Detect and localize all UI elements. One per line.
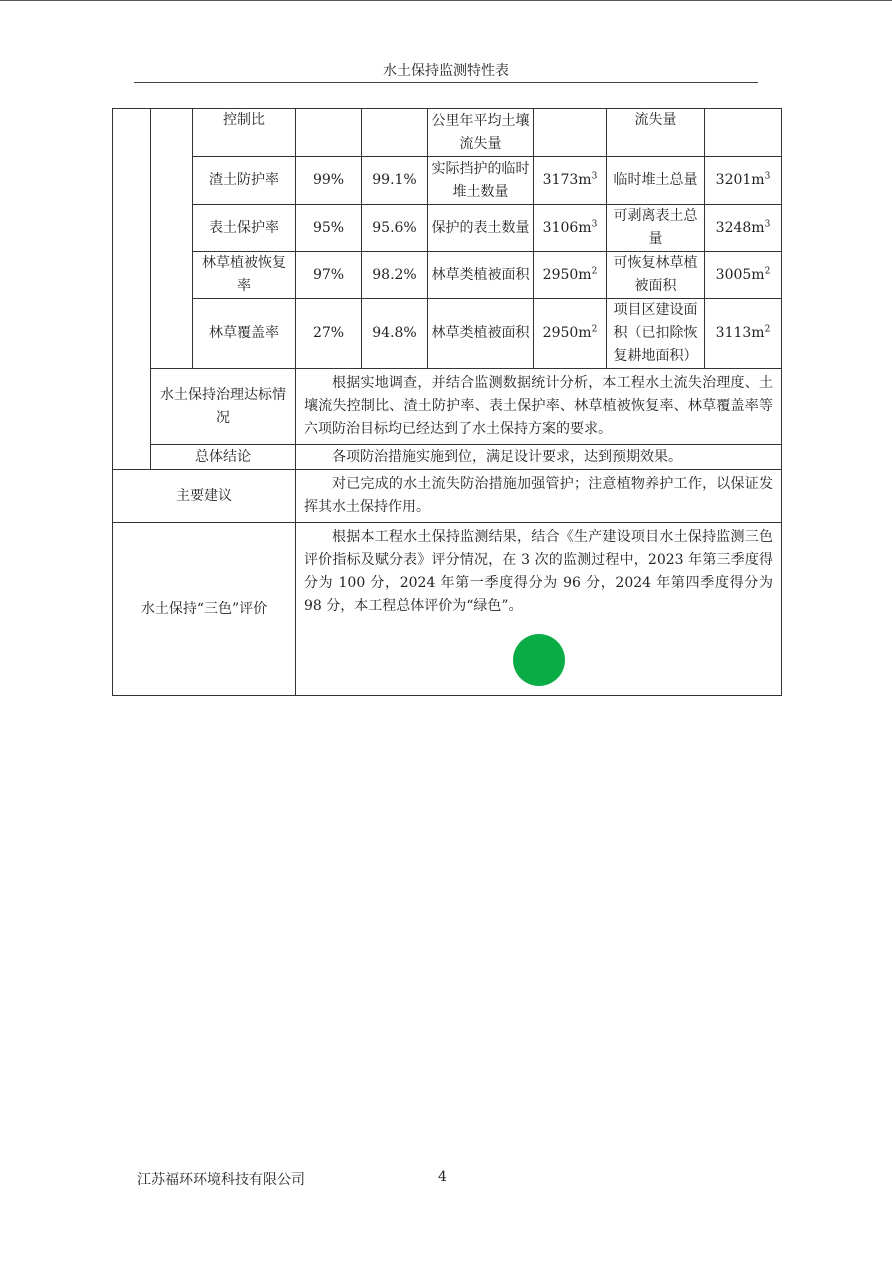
actual-cell (362, 109, 428, 157)
evaluation-text-cell (296, 523, 782, 696)
table-row (113, 205, 782, 252)
table-row (113, 470, 782, 523)
indicator-cell: 表土保护率 (193, 205, 296, 252)
unit-exponent: 3 (591, 171, 598, 182)
suggestion-label-cell: 主要建议 (113, 470, 296, 523)
ref-label-cell: 项目区建设面积（已扣除恢复耕地面积） (607, 299, 705, 369)
basis-value-cell (534, 109, 607, 157)
table-row (113, 523, 782, 696)
outer-group-cell (113, 109, 151, 470)
unit-exponent: 2 (764, 265, 771, 276)
basis-value: 3106m (542, 219, 592, 236)
basis-label-cell: 保护的表土数量 (428, 205, 534, 252)
unit-exponent: 2 (591, 265, 598, 276)
basis-label-cell: 实际挡护的临时堆土数量 (428, 157, 534, 205)
ref-label-cell: 可剥离表土总量 (607, 205, 705, 252)
unit-exponent: 2 (591, 324, 598, 335)
table-row (113, 369, 782, 445)
basis-label-cell: 林草类植被面积 (428, 299, 534, 369)
page-top-border (0, 0, 892, 1)
basis-label-cell: 公里年平均土壤流失量 (428, 109, 534, 157)
conclusion-text-cell: 各项防治措施实施到位，满足设计要求，达到预期效果。 (296, 445, 782, 470)
conclusion-label-cell: 总体结论 (151, 445, 296, 470)
ref-label-cell: 流失量 (607, 109, 705, 157)
actual-cell: 99.1% (362, 157, 428, 205)
ref-label-cell: 临时堆土总量 (607, 157, 705, 205)
inner-group-cell (151, 109, 193, 369)
table-row (113, 252, 782, 299)
ref-value: 3248m (715, 219, 765, 236)
evaluation-text: 根据本工程水土保持监测结果，结合《生产建设项目水土保持监测三色评价指标及赋分表》评分情况，在 3 次的监测过程中，2023 年第三季度得分为 100 分，2024 年第一季度得分为 96 分，2024 年第四季度得分为 98 分，本工程总体评价为“绿色”。 (304, 529, 773, 614)
table-row (113, 109, 782, 157)
basis-value: 3173m (542, 172, 592, 188)
indicator-cell: 林草植被恢复率 (193, 252, 296, 299)
basis-value-cell (534, 157, 607, 205)
unit-exponent: 3 (591, 218, 598, 229)
monitoring-characteristics-table (112, 108, 782, 696)
ref-value-cell (705, 252, 782, 299)
table-row (113, 157, 782, 205)
suggestion-text-cell: 对已完成的水土流失防治措施加强管护；注意植物养护工作，以保证发挥其水土保持作用。 (296, 470, 782, 523)
indicator-cell: 控制比 (193, 109, 296, 157)
ref-value-cell (705, 205, 782, 252)
indicator-cell: 林草覆盖率 (193, 299, 296, 369)
footer-company: 江苏福环环境科技有限公司 (137, 1172, 305, 1188)
ref-value: 3005m (715, 266, 765, 283)
target-cell: 95% (296, 205, 362, 252)
attainment-text-cell: 根据实地调查，并结合监测数据统计分析，本工程水土流失治理度、土壤流失控制比、渣土防护率、表土保护率、林草植被恢复率、林草覆盖率等六项防治目标均已经达到了水土保持方案的要求。 (296, 369, 782, 445)
actual-cell: 95.6% (362, 205, 428, 252)
basis-value-cell (534, 252, 607, 299)
basis-value-cell (534, 299, 607, 369)
ref-label-cell: 可恢复林草植被面积 (607, 252, 705, 299)
green-rating-circle-icon (513, 634, 565, 686)
unit-exponent: 3 (764, 218, 771, 229)
basis-value: 2950m (542, 266, 592, 283)
unit-exponent: 3 (764, 171, 771, 182)
target-cell: 99% (296, 157, 362, 205)
ref-value: 3113m (715, 325, 765, 341)
evaluation-label-cell: 水土保持“三色”评价 (113, 523, 296, 696)
page-header-title: 水土保持监测特性表 (383, 63, 509, 79)
header-rule (134, 82, 758, 83)
ref-value: 3201m (715, 172, 765, 188)
target-cell (296, 109, 362, 157)
ref-value-cell (705, 157, 782, 205)
ref-value-cell (705, 109, 782, 157)
target-cell: 97% (296, 252, 362, 299)
unit-exponent: 2 (764, 324, 771, 335)
table-row (113, 445, 782, 470)
actual-cell: 94.8% (362, 299, 428, 369)
attainment-label-cell: 水土保持治理达标情况 (151, 369, 296, 445)
indicator-cell: 渣土防护率 (193, 157, 296, 205)
table-row (113, 299, 782, 369)
ref-value-cell (705, 299, 782, 369)
page-number: 4 (438, 1169, 447, 1185)
basis-value-cell (534, 205, 607, 252)
basis-value: 2950m (542, 325, 592, 341)
actual-cell: 98.2% (362, 252, 428, 299)
target-cell: 27% (296, 299, 362, 369)
basis-label-cell: 林草类植被面积 (428, 252, 534, 299)
